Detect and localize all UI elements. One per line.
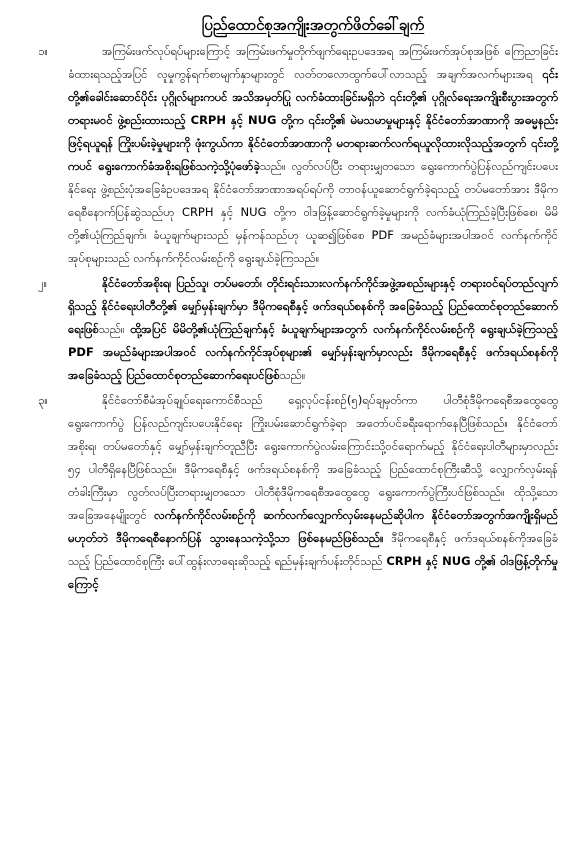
bold-text-segment: ၎င်းတို့၏ခေါင်းဆောင်ပိုင်း ပုဂ္ဂိုလ်များကပင် အသိအမှတ်ပြု လက်ခံထားခြင်းမရှိဘဲ ၎င်းတို့၏ ပုဂ္ဂိုလ်ရေးအကျိုးစီးပွားအတွက် တရားမဝင် ဖွဲ့စည်းထားသည့် CRPH နှင့် NUG တို့က ၎င်းတို့၏ မဲမသမာမှုများနှင့် နိုင်ငံတော်အာဏာကို အဓမ္မနည်းဖြင့်ရယူရန် ကြိုးပမ်းခဲ့မှုများကို ဖုံးကွယ်ကာ နိုင်ငံတော်အာဏာကို မတရားဆက်လက်ရယူလိုထားလိုသည့်အတွက် ၎င်းတို့ကပင် ရွေးကောက်ခံအစိုးရဖြစ်သကဲ့သို့ပုံဖော်ခဲ့: [68, 67, 558, 173]
text-segment: ဒီမိုကရေစီနှင့် ဖက်ဒရယ်စနစ်ကိုအခြေခံသည့် ပြည်ထောင်စုကြီး ပေါ်ထွန်းလာရေးဆိုသည့် ရည်မှန်းချက်ပန်းတိုင်သည်: [68, 531, 559, 568]
text-segment: သည်။ လွတ်လပ်ပြီး တရားမျှတသော ရွေးကောက်ပွဲပြန်လည်ကျင်းပပေးနိုင်ရေး ဖွဲ့စည်းပုံအခြေခံဥပဒေအရ နိုင်ငံတော်အာဏာအရပ်ရပ်ကို တာဝန်ယူဆောင်ရွက်ခဲ့ရသည့် တပ်မတော်အား ဒီမိုကရေစီနောက်ပြန်ဆွဲသည်ဟု CRPH နှင့် NUG တို့က ဝါဒဖြန့်ဆောင်ရွက်ခဲ့မှုများကို လက်ခံယုံကြည်ခဲ့ပြီးဖြစ်စေ၊ မိမိတို့၏ယုံကြည်ချက်၊ ခံယူချက်များသည် မှန်ကန်သည်ဟု ယူဆ၍ဖြစ်စေ PDF အမည်ခံများအပါအဝင် လက်နက်ကိုင်အုပ်စုများသည် လက်နက်ကိုင်လမ်းစဉ်ကို ရွေးချယ်ခဲ့ကြသည်။: [68, 159, 558, 265]
paragraph-list: [38, 40, 559, 596]
paragraph-number: ၂။: [38, 276, 48, 290]
text-segment: အကြမ်းဖက်လုပ်ရပ်များကြောင့် အကြမ်းဖက်မှုတိုက်ဖျက်ရေးဥပဒေအရ အကြမ်းဖက်အုပ်စုအဖြစ် ကြေညာခြင်းခံထားရသည့်အပြင် လူမှုကွန်ရက်စာမျက်နှာများတွင် လတ်တလောထွက်ပေါ်လာသည့် အချက်အလက်များအရ: [68, 44, 558, 81]
text-segment: သည်။: [279, 368, 306, 382]
bold-text-segment: လက်နက်ကိုင်လမ်းစဉ်ကို ဆက်လက်လျှောက်လှမ်းနေမည်ဆိုပါက နိုင်ငံတော်အတွက်အကျိုးရှိမည်မဟုတ်ဘဲ ဒီမိုကရေစီနောက်ပြန် သွားနေသကဲ့သို့သာ ဖြစ်နေမည်ဖြစ်သည်။: [68, 508, 558, 545]
text-segment: သည်။: [98, 322, 131, 336]
paragraph: [38, 272, 558, 387]
document-title: ပြည်ထောင်စုအကျိုးအတွက်ဖိတ်ခေါ်ချက်: [201, 16, 425, 34]
bold-text-segment: ထို့အပြင် မိမိတို့၏ယုံကြည်ချက်နှင့် ခံယူချက်များအတွက် လက်နက်ကိုင်လမ်းစဉ်ကို ရွေးချယ်ခဲ့ကြသည့် PDF အမည်ခံများအပါအဝင် လက်နက်ကိုင်အုပ်စုများ၏ မျှော်မှန်းချက်မှာလည်း ဒီမိုကရေစီနှင့် ဖက်ဒရယ်စနစ်ကို အခြေခံသည့် ပြည်ထောင်စုတည်ဆောက်ရေးပင်ဖြစ်: [68, 322, 558, 382]
bold-text-segment: CRPH နှင့် NUG တို့၏ ဝါဒဖြန့်တိုက်မှုကြောင့်: [68, 554, 558, 591]
paragraph: [38, 40, 558, 270]
paragraph-number: ၃။: [38, 393, 48, 407]
paragraph: [38, 389, 559, 596]
bold-text-segment: နိုင်ငံတော်အစိုးရ၊ ပြည်သူ၊ တပ်မတော်၊ တိုင်းရင်းသားလက်နက်ကိုင်အဖွဲ့အစည်းများနှင့် တရားဝင်ရပ်တည်လျက်ရှိသည့် နိုင်ငံရေးပါတီတို့၏ မျှော်မှန်းချက်မှာ ဒီမိုကရေစီနှင့် ဖက်ဒရယ်စနစ်ကို အခြေခံသည့် ပြည်ထောင်စုတည်ဆောက်ရေးဖြစ်: [68, 276, 558, 336]
paragraph-number: ၁။: [38, 44, 48, 58]
text-segment: နိုင်ငံတော်စီမံအုပ်ချုပ်ရေးကောင်စီသည် ရှေ့လုပ်ငန်းစဉ်(၅)ရပ်ချမှတ်ကာ ပါတီစုံဒီမိုကရေစီအထွေထွေ ရွေးကောက်ပွဲ ပြန်လည်ကျင်းပပေးနိုင်ရေး ကြိုးပမ်းဆောင်ရွက်ခဲ့ရာ အတော်ပင်ခရီးရောက်နေပြီဖြစ်သည်။ နိုင်ငံတော်အစိုးရ၊ တပ်မတော်နှင့် မျှော်မှန်းချက်တူညီပြီး ရွေးကောက်ပွဲလမ်းကြောင်းသို့ဝင်ရောက်မည့် နိုင်ငံရေးပါတီများမှာလည်း ၅၄ ပါတီရှိနေပြီဖြစ်သည်။ ဒီမိုကရေစီနှင့် ဖက်ဒရယ်စနစ်ကို အခြေခံသည့် ပြည်ထောင်စုကြီးဆီသို့ လျှောက်လှမ်းရန် တံခါးကြီးမှာ လွတ်လပ်ပြီးတရားမျှတသော ပါတီစုံဒီမိုကရေစီအထွေထွေ ရွေးကောက်ပွဲကြီးပင်ဖြစ်သည်။ ထိုသို့သောအခြေအနေမျိုးတွင်: [68, 393, 558, 522]
